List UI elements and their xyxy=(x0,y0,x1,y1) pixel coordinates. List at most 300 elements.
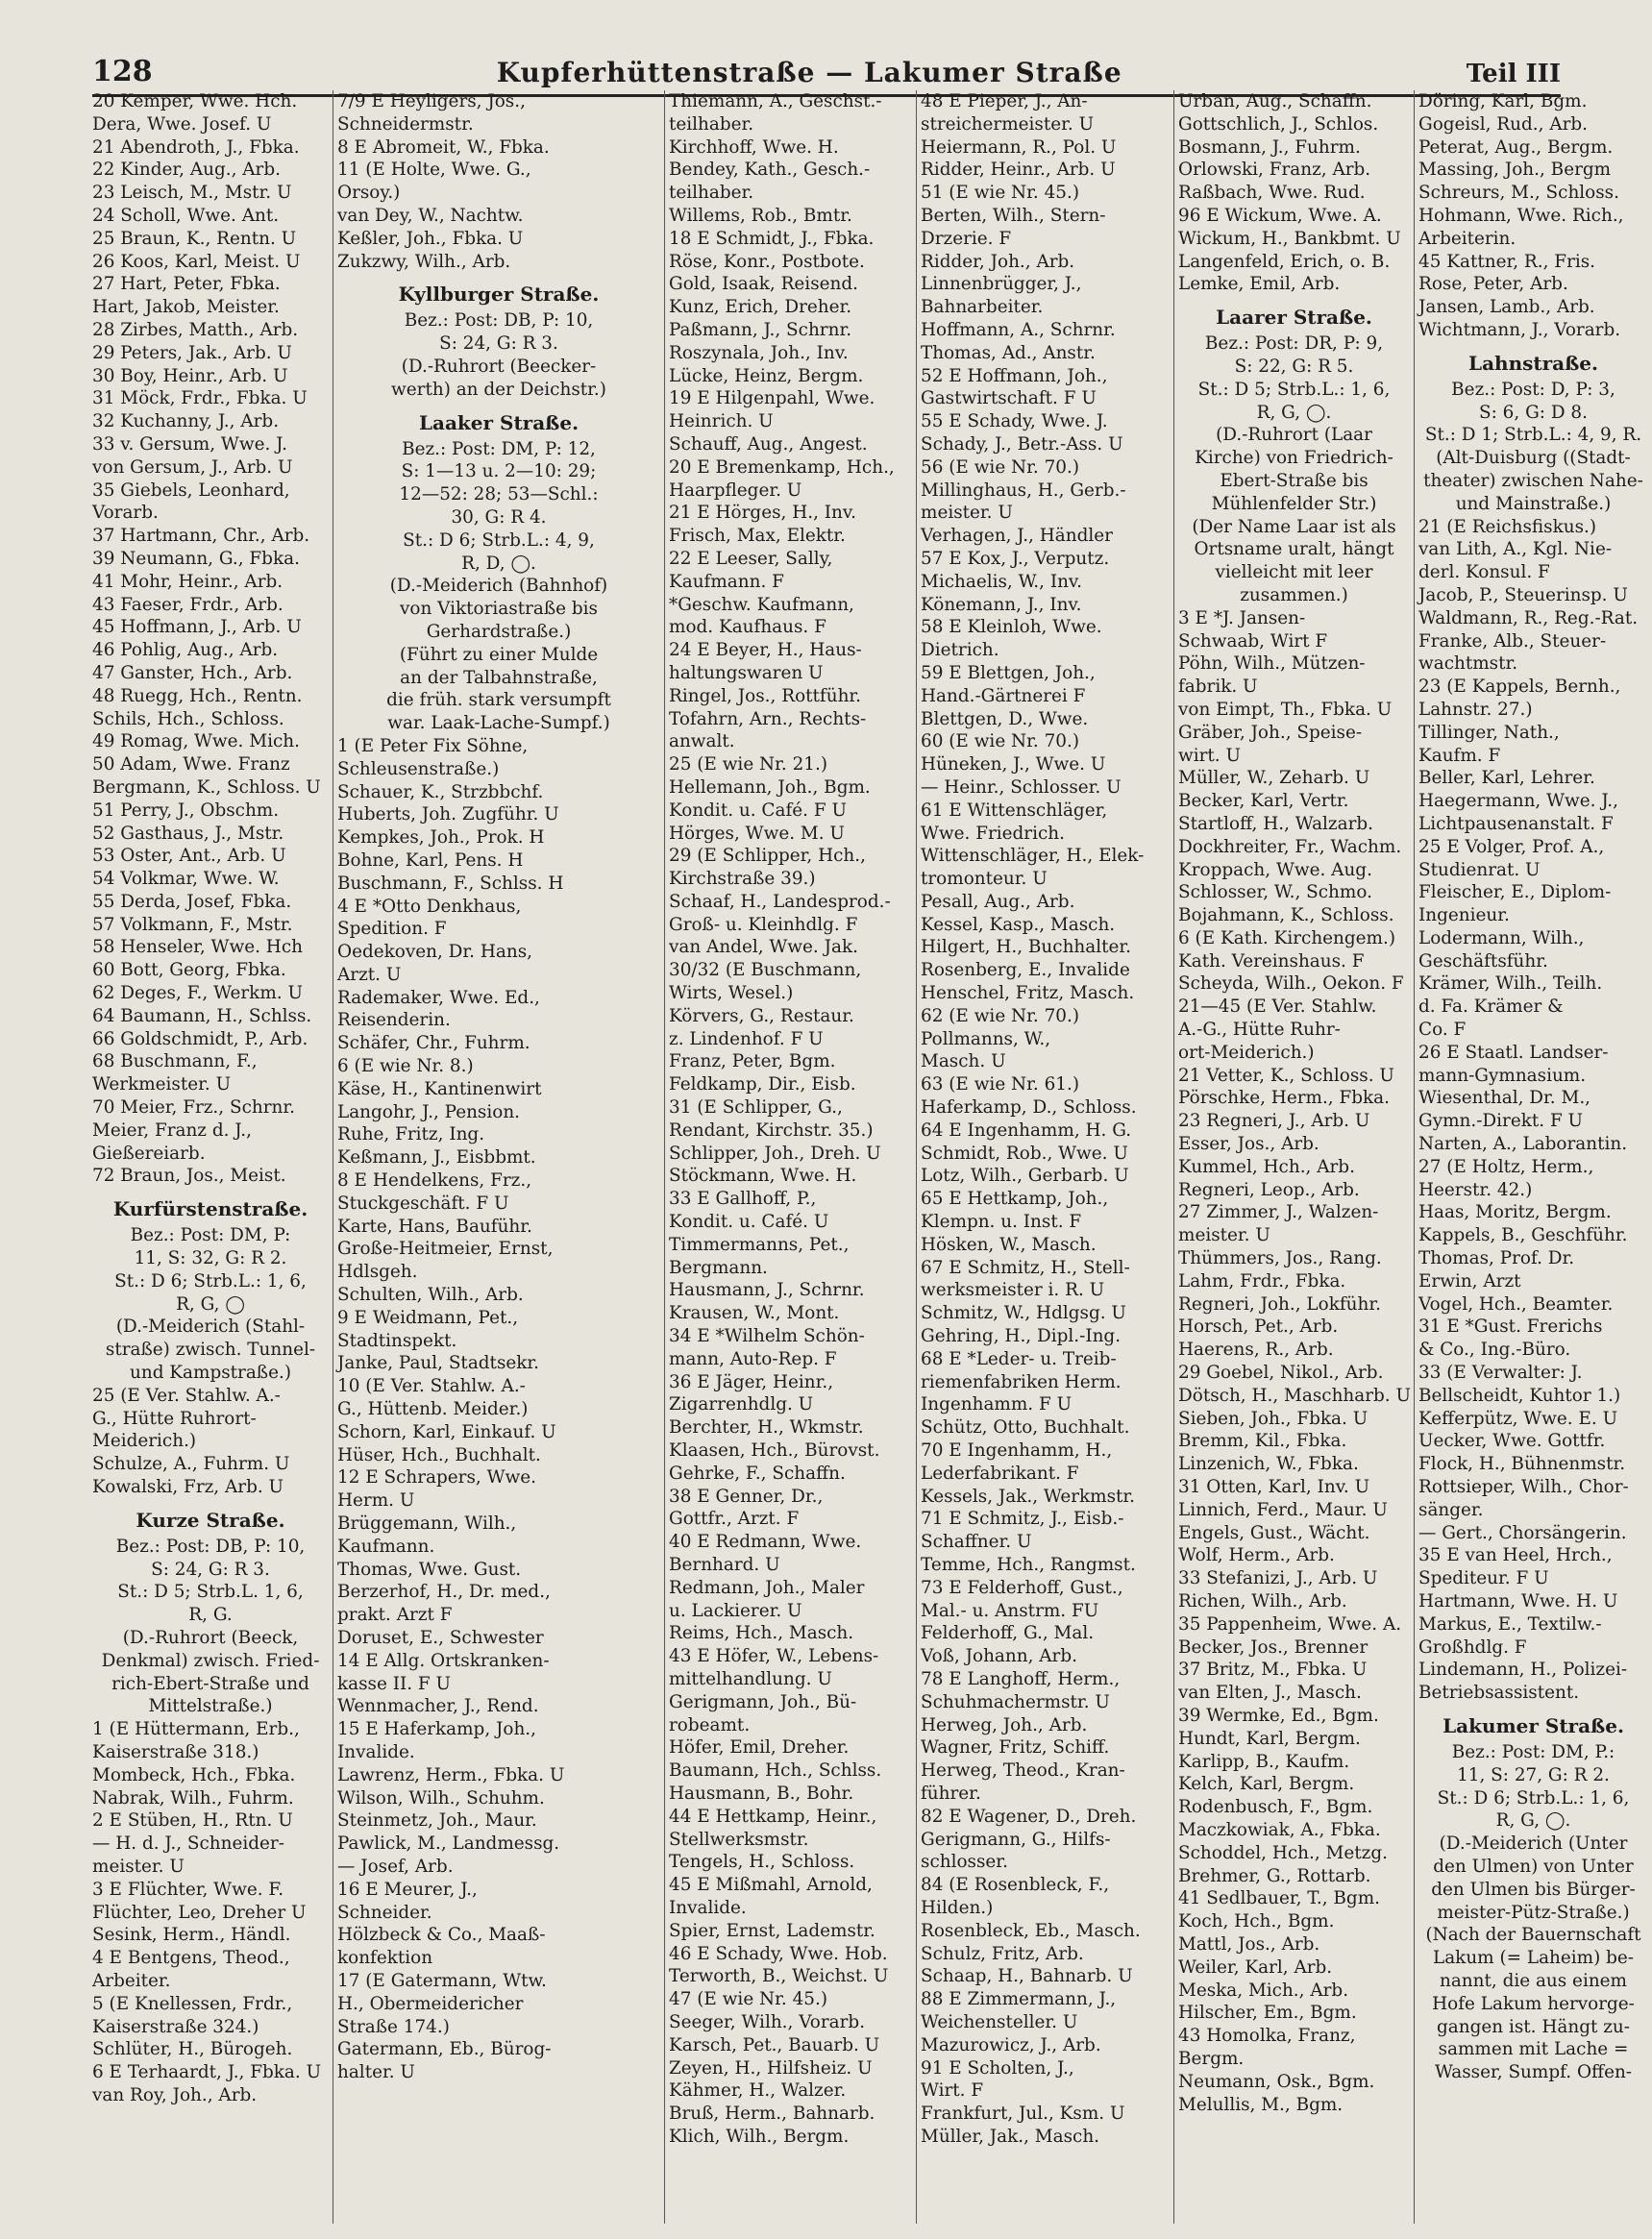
directory-entry: Rendant, Kirchstr. 35.) xyxy=(669,1120,874,1141)
directory-entry: Steinmetz, Joh., Maur. xyxy=(337,1810,537,1832)
directory-entry: Haas, Moritz, Bergm. xyxy=(1418,1202,1612,1223)
street-heading: Lahnstraße. xyxy=(1468,351,1598,375)
directory-entry: 17 (E Gatermann, Wtw. xyxy=(337,1970,547,1991)
directory-entry: 6 (E Kath. Kirchengem.) xyxy=(1178,927,1396,948)
directory-entry: Mal.- u. Anstrm. FU xyxy=(921,1600,1099,1621)
directory-entry: Studienrat. U xyxy=(1418,859,1541,880)
directory-entry: Hösken, W., Masch. xyxy=(921,1234,1097,1255)
directory-entry: Maczkowiak, A., Fbka. xyxy=(1178,1819,1381,1840)
directory-entry: teilhaber. xyxy=(669,183,754,204)
directory-entry: Ridder, Joh., Arb. xyxy=(921,251,1075,272)
directory-entry: Pesall, Aug., Arb. xyxy=(921,891,1075,912)
directory-entry: Lotz, Wilh., Gerbarb. U xyxy=(921,1166,1129,1187)
directory-entry: Kummel, Hch., Arb. xyxy=(1178,1156,1355,1177)
directory-entry: Zeyen, H., Hilfsheiz. U xyxy=(669,2057,873,2079)
directory-entry: Gehring, H., Dipl.-Ing. xyxy=(921,1326,1122,1347)
directory-entry: Waldmann, R., Reg.-Rat. xyxy=(1418,607,1639,628)
directory-entry: Mazurowicz, J., Arb. xyxy=(921,2034,1101,2055)
directory-entry: 36 E Jäger, Heinr., xyxy=(669,1371,834,1392)
directory-entry: Kähmer, H., Walzer. xyxy=(669,2080,847,2102)
directory-entry: Stuckgeschäft. F U xyxy=(337,1193,509,1214)
directory-entry: Gastwirtschaft. F U xyxy=(921,388,1097,409)
directory-entry: 39 Wermke, Ed., Bgm. xyxy=(1178,1705,1379,1726)
directory-entry: 62 Deges, F., Werkm. U xyxy=(92,983,303,1004)
directory-entry: Lindemann, H., Polizei- xyxy=(1418,1660,1628,1681)
street-info-line: und Mainstraße.) xyxy=(1455,493,1612,514)
directory-entry: Richen, Wilh., Arb. xyxy=(1178,1591,1347,1612)
street-info-line: rich-Ebert-Straße und xyxy=(111,1673,309,1694)
directory-entry: 6 (E wie Nr. 8.) xyxy=(337,1056,474,1077)
street-info-line: Bez.: Post: DM, P.: xyxy=(1451,1741,1615,1762)
directory-entry: 65 E Hettkamp, Joh., xyxy=(921,1189,1109,1210)
street-heading: Kurfürstenstraße. xyxy=(112,1197,308,1221)
directory-entry: G., Hütte Ruhrort- xyxy=(92,1408,257,1429)
directory-entry: Kaiserstraße 324.) xyxy=(92,2016,259,2037)
directory-entry: Roszynala, Joh., Inv. xyxy=(669,342,849,363)
directory-entry: 43 Faeser, Frdr., Arb. xyxy=(92,594,284,615)
directory-entry: prakt. Arzt F xyxy=(337,1605,453,1626)
directory-entry: teilhaber. xyxy=(669,113,754,135)
directory-entry: 33 E Gallhoff, P., xyxy=(669,1189,817,1210)
directory-entry: Weiler, Karl, Arb. xyxy=(1178,1956,1333,1978)
directory-entry: Hüneken, J., Wwe. U xyxy=(921,754,1106,775)
street-info-line: St.: D 1; Strb.L.: 4, 9, R. xyxy=(1424,425,1642,446)
street-info-line: (D.-Meiderich (Unter xyxy=(1439,1833,1628,1855)
directory-entry: 16 E Meurer, J., xyxy=(337,1879,478,1900)
directory-entry: Schuhmachermstr. U xyxy=(921,1691,1110,1712)
directory-entry: 21 E Hörges, H., Inv. xyxy=(669,503,856,524)
directory-entry: Doruset, E., Schwester xyxy=(337,1628,544,1648)
directory-entry: 66 Goldschmidt, P., Arb. xyxy=(92,1028,308,1049)
directory-entry: Arbeiterin. xyxy=(1418,228,1516,249)
directory-entry: 26 Koos, Karl, Meist. U xyxy=(92,251,301,272)
directory-entry: 31 Otten, Karl, Inv. U xyxy=(1178,1477,1370,1498)
directory-entry: Linzenich, W., Fbka. xyxy=(1178,1454,1359,1475)
directory-entry: 8 E Abromeit, W., Fbka. xyxy=(337,136,550,158)
directory-entry: 55 Derda, Josef, Fbka. xyxy=(92,891,292,912)
directory-entry: Urban, Aug., Schaffn. xyxy=(1178,91,1372,111)
street-info-line: S: 24, G: R 3. xyxy=(439,333,558,355)
directory-entry: robeamt. xyxy=(669,1714,751,1735)
directory-entry: Schauer, K., Strzbbchf. xyxy=(337,781,544,802)
directory-entry: 22 Kinder, Aug., Arb. xyxy=(92,160,281,181)
directory-entry: Höfer, Emil, Dreher. xyxy=(669,1737,850,1759)
directory-entry: 96 E Wickum, Wwe. A. xyxy=(1178,205,1382,226)
column-6 xyxy=(1415,90,1652,2224)
directory-entry: 67 E Schmitz, H., Stell- xyxy=(921,1257,1130,1278)
directory-entry: 19 E Hilgenpahl, Wwe. xyxy=(669,388,875,409)
directory-entry: Gottschlich, J., Schlos. xyxy=(1178,113,1379,135)
column-3 xyxy=(665,90,917,2224)
directory-entry: 29 Peters, Jak., Arb. U xyxy=(92,342,292,363)
directory-entry: Wilson, Wilh., Schuhm. xyxy=(337,1787,545,1808)
directory-entry: 46 Pohlig, Aug., Arb. xyxy=(92,640,279,661)
directory-entry: Ringel, Jos., Rottführ. xyxy=(669,685,862,706)
directory-entry: 47 (E wie Nr. 45.) xyxy=(669,1989,828,2010)
street-info-line: 11, S: 32, G: R 2. xyxy=(134,1248,287,1269)
directory-entry: Sesink, Herm., Händl. xyxy=(92,1925,291,1946)
directory-entry: Heerstr. 42.) xyxy=(1418,1179,1533,1200)
directory-entry: 58 Henseler, Wwe. Hch xyxy=(92,937,303,958)
directory-entry: 35 Giebels, Leonhard, xyxy=(92,480,290,501)
directory-entry: Berchter, H., Wkmstr. xyxy=(669,1417,864,1439)
directory-entry: 52 E Hoffmann, Joh., xyxy=(921,365,1108,386)
directory-entry: Meiderich.) xyxy=(92,1431,197,1452)
directory-entry: 45 Hoffmann, J., Arb. U xyxy=(92,617,302,638)
directory-entry: Becker, Karl, Vertr. xyxy=(1178,791,1349,812)
directory-entry: Kaiserstraße 318.) xyxy=(92,1741,259,1762)
directory-entry: Ingenhamm. F U xyxy=(921,1394,1073,1415)
directory-entry: 8 E Hendelkens, Frz., xyxy=(337,1170,532,1192)
directory-entry: Mattl, Jos., Arb. xyxy=(1178,1933,1320,1955)
directory-entry: Müller, W., Zeharb. U xyxy=(1178,768,1370,789)
street-info-line: Gerhardstraße.) xyxy=(426,621,572,642)
directory-entry: 4 E *Otto Denkhaus, xyxy=(337,896,522,917)
directory-entry: Baumann, Hch., Schlss. xyxy=(669,1760,882,1782)
directory-entry: Rosenberg, E., Invalide xyxy=(921,960,1130,981)
directory-entry: 68 Buschmann, F., xyxy=(92,1051,258,1072)
directory-entry: mann-Gymnasium. xyxy=(1418,1065,1587,1086)
directory-entry: Lahm, Frdr., Fbka. xyxy=(1178,1270,1346,1292)
directory-entry: 27 Hart, Peter, Fbka. xyxy=(92,274,281,295)
directory-entry: Masch. U xyxy=(921,1051,1006,1072)
street-info-line: R, D, ◯. xyxy=(461,553,536,574)
directory-entry: van Dey, W., Nachtw. xyxy=(337,205,524,226)
directory-entry: Hausmann, B., Bohr. xyxy=(669,1783,854,1804)
directory-entry: 54 Volkmar, Wwe. W. xyxy=(92,869,280,890)
directory-entry: 45 E Mißmahl, Arnold, xyxy=(669,1875,873,1896)
directory-entry: Lücke, Heinz, Bergm. xyxy=(669,365,864,386)
directory-entry: 20 E Bremenkamp, Hch., xyxy=(669,456,895,478)
directory-entry: 34 E *Wilhelm Schön- xyxy=(669,1326,865,1347)
directory-entry: 4 E Bentgens, Theod., xyxy=(92,1948,290,1969)
directory-entry: Hohmann, Wwe. Rich., xyxy=(1418,205,1624,226)
directory-entry: 31 (E Schlipper, G., xyxy=(669,1097,843,1119)
directory-entry: 43 E Höfer, W., Lebens- xyxy=(669,1646,879,1667)
directory-entry: 1 (E Hüttermann, Erb., xyxy=(92,1719,300,1740)
directory-entry: Schneider. xyxy=(337,1902,432,1923)
directory-entry: Gymn.-Direkt. F U xyxy=(1418,1111,1584,1132)
directory-entry: 49 Romag, Wwe. Mich. xyxy=(92,731,300,752)
directory-entry: Schorn, Karl, Einkauf. U xyxy=(337,1421,556,1442)
directory-entry: 7/9 E Heyligers, Jos., xyxy=(337,91,526,111)
street-info-line: werth) an der Deichstr.) xyxy=(391,379,606,400)
street-heading: Kurze Straße. xyxy=(136,1508,285,1532)
directory-entry: 38 E Genner, Dr., xyxy=(669,1486,824,1507)
directory-entry: Timmermanns, Pet., xyxy=(669,1234,850,1255)
directory-entry: 84 (E Rosenbleck, F., xyxy=(921,1875,1110,1896)
directory-entry: Hilden.) xyxy=(921,1897,994,1918)
street-info-line: St.: D 5; Strb.L.: 1, 6, xyxy=(1197,379,1391,400)
directory-entry: Stadtinspekt. xyxy=(337,1330,457,1351)
directory-entry: 64 Baumann, H., Schlss. xyxy=(92,1005,312,1026)
directory-entry: Körvers, G., Restaur. xyxy=(669,1005,854,1026)
directory-entry: Gerigmann, Joh., Bü- xyxy=(669,1691,857,1712)
directory-entry: Wickum, H., Bankbmt. U xyxy=(1178,228,1401,249)
directory-entry: 73 E Felderhoff, Gust., xyxy=(921,1577,1123,1598)
directory-entry: 21 Abendroth, J., Fbka. xyxy=(92,136,300,158)
street-info-line: war. Laak-Lache-Sumpf.) xyxy=(387,713,610,734)
directory-entry: G., Hüttenb. Meider.) xyxy=(337,1399,529,1420)
directory-entry: Heinrich. U xyxy=(669,411,774,432)
directory-entry: Kaufm. F xyxy=(1418,745,1501,766)
directory-entry: Esser, Jos., Arb. xyxy=(1178,1134,1319,1155)
directory-entry: Thomas, Ad., Anstr. xyxy=(921,342,1096,363)
directory-entry: Kowalski, Frz, Arb. U xyxy=(92,1477,284,1498)
street-info-line: S: 6, G: D 8. xyxy=(1479,402,1588,423)
directory-entry: sänger. xyxy=(1418,1499,1484,1520)
directory-entry: 43 Homolka, Franz, xyxy=(1178,2026,1356,2047)
street-heading: Lakumer Straße. xyxy=(1442,1713,1624,1737)
street-info-line: (D.-Ruhrort (Beeck, xyxy=(122,1628,299,1648)
directory-entry: derl. Konsul. F xyxy=(1418,562,1550,583)
street-info-line: (D.-Meiderich (Stahl- xyxy=(115,1316,306,1338)
street-info-line: Mittelstraße.) xyxy=(148,1696,273,1717)
directory-entry: Werkmeister. U xyxy=(92,1074,232,1095)
directory-entry: Linnich, Ferd., Maur. U xyxy=(1178,1499,1388,1520)
directory-entry: Arzt. U xyxy=(337,964,402,985)
directory-entry: Bendey, Kath., Gesch.- xyxy=(669,160,871,181)
directory-entry: Kaufmann. xyxy=(337,1536,435,1557)
directory-entry: 25 Braun, K., Rentn. U xyxy=(92,228,297,249)
directory-entry: d. Fa. Krämer & xyxy=(1418,996,1564,1018)
directory-entry: Ruhe, Fritz, Ing. xyxy=(337,1124,485,1145)
directory-entry: Gehrke, F., Schaffn. xyxy=(669,1463,846,1484)
directory-entry: Vogel, Hch., Beamter. xyxy=(1418,1293,1614,1315)
directory-entry: Stellwerksmstr. xyxy=(669,1829,809,1850)
directory-entry: Rodenbusch, F., Bgm. xyxy=(1178,1797,1373,1818)
street-info-line: meister-Pütz-Straße.) xyxy=(1437,1902,1630,1923)
directory-entry: Bellscheidt, Kuhtor 1.) xyxy=(1418,1385,1621,1406)
directory-entry: 29 (E Schlipper, Hch., xyxy=(669,846,866,867)
directory-entry: von Eimpt, Th., Fbka. U xyxy=(1178,699,1393,720)
street-info-line: gangen ist. Hängt zu- xyxy=(1437,2016,1630,2037)
directory-entry: 23 Regneri, J., Arb. U xyxy=(1178,1111,1370,1132)
directory-entry: Regneri, Leop., Arb. xyxy=(1178,1179,1360,1200)
directory-entry: Michaelis, W., Inv. xyxy=(921,571,1082,592)
directory-entry: 3 E *J. Jansen- xyxy=(1178,607,1306,628)
directory-entry: Lichtpausenanstalt. F xyxy=(1418,813,1614,834)
directory-entry: Dötsch, H., Maschharb. U xyxy=(1178,1385,1411,1406)
street-info-line: (Der Name Laar ist als xyxy=(1192,516,1396,537)
directory-entry: 51 (E wie Nr. 45.) xyxy=(921,183,1080,204)
directory-entry: Tengels, H., Schloss. xyxy=(669,1852,855,1873)
directory-entry: Haegermann, Wwe. J., xyxy=(1418,791,1618,812)
street-info-line: (Nach der Bauernschaft xyxy=(1425,1925,1641,1946)
directory-entry: 53 Oster, Ant., Arb. U xyxy=(92,846,286,867)
street-info-line: Hofe Lakum hervorge- xyxy=(1432,1993,1635,2014)
page-header xyxy=(92,44,1561,97)
directory-entry: Karlipp, B., Kaufm. xyxy=(1178,1751,1350,1772)
directory-entry: Pollmanns, W., xyxy=(921,1028,1051,1049)
directory-entry: Brüggemann, Wilh., xyxy=(337,1513,517,1535)
directory-entry: Bernhard. U xyxy=(669,1555,780,1575)
directory-entry: Schlosser, W., Schmo. xyxy=(1178,882,1372,903)
directory-entry: Bahnarbeiter. xyxy=(921,297,1044,318)
directory-entry: 9 E Weidmann, Pet., xyxy=(337,1307,519,1328)
directory-entry: Dera, Wwe. Josef. U xyxy=(92,113,272,135)
directory-entry: Klempn. u. Inst. F xyxy=(921,1212,1082,1233)
directory-entry: Sieben, Joh., Fbka. U xyxy=(1178,1408,1368,1429)
directory-entry: 41 Mohr, Heinr., Arb. xyxy=(92,571,284,592)
directory-entry: Koch, Hch., Bgm. xyxy=(1178,1911,1335,1932)
directory-entry: Röse, Konr., Postbote. xyxy=(669,251,865,272)
directory-entry: Jansen, Lamb., Arb. xyxy=(1418,297,1595,318)
directory-entry: Massing, Joh., Bergm xyxy=(1418,160,1612,181)
directory-entry: 55 E Schady, Wwe. J. xyxy=(921,411,1108,432)
street-info-line: theater) zwischen Nahe- xyxy=(1423,470,1643,491)
directory-entry: Arbeiter. xyxy=(92,1970,171,1991)
directory-entry: Wennmacher, J., Rend. xyxy=(337,1696,539,1717)
part-label: Teil III xyxy=(1466,60,1561,88)
directory-entry: Langenfeld, Erich, o. B. xyxy=(1178,251,1391,272)
directory-entry: Erwin, Arzt xyxy=(1418,1270,1521,1292)
directory-entry: 21 Vetter, K., Schloss. U xyxy=(1178,1065,1394,1086)
directory-entry: 60 (E wie Nr. 70.) xyxy=(921,731,1080,752)
directory-entry: Kaufmann. F xyxy=(669,571,784,592)
page-number: 128 xyxy=(92,55,153,88)
directory-entry: Schmidt, Rob., Wwe. U xyxy=(921,1143,1128,1164)
directory-entry: Schulz, Fritz, Arb. xyxy=(921,1943,1084,1964)
street-info-line: Mühlenfelder Str.) xyxy=(1211,493,1377,514)
directory-entry: Wirt. F xyxy=(921,2080,984,2102)
directory-entry: van Andel, Wwe. Jak. xyxy=(669,937,858,958)
directory-entry: Schauff, Aug., Angest. xyxy=(669,433,868,455)
street-info-line: straße) zwisch. Tunnel- xyxy=(105,1340,316,1361)
directory-entry: — Josef, Arb. xyxy=(337,1856,454,1877)
directory-entry: Fleischer, E., Diplom- xyxy=(1418,882,1612,903)
street-info-line: 11, S: 27, G: R 2. xyxy=(1457,1764,1610,1785)
directory-entry: 27 (E Holtz, Herm., xyxy=(1418,1156,1594,1177)
directory-entry: 23 Leisch, M., Mstr. U xyxy=(92,183,292,204)
directory-entry: Haferkamp, D., Schloss. xyxy=(921,1097,1137,1119)
directory-entry: Bergm. xyxy=(1178,2048,1245,2069)
directory-entry: Herweg, Joh., Arb. xyxy=(921,1714,1088,1735)
directory-entry: Frisch, Max, Elektr. xyxy=(669,526,846,547)
directory-entry: van Elten, J., Masch. xyxy=(1178,1683,1362,1704)
directory-entry: Betriebsassistent. xyxy=(1418,1683,1580,1704)
directory-entry: Könemann, J., Inv. xyxy=(921,594,1082,615)
street-info-line: (D.-Ruhrort (Beecker- xyxy=(401,356,597,377)
directory-entry: meister. U xyxy=(92,1856,185,1877)
street-info-line: S: 22, G: R 5. xyxy=(1234,356,1354,377)
directory-entry: Oedekoven, Dr. Hans, xyxy=(337,942,532,963)
directory-entry: Spedition. F xyxy=(337,919,447,940)
directory-entry: Hölzbeck & Co., Maaß- xyxy=(337,1925,546,1946)
directory-entry: Müller, Jak., Masch. xyxy=(921,2126,1100,2147)
directory-entry: Kefferpütz, Wwe. E. U xyxy=(1418,1408,1618,1429)
directory-entry: Verhagen, J., Händler xyxy=(921,526,1113,547)
directory-entry: Gießereiarb. xyxy=(92,1143,206,1164)
directory-entry: u. Lackierer. U xyxy=(669,1600,802,1621)
street-info-line: zusammen.) xyxy=(1240,584,1348,605)
directory-entry: Wiesenthal, Dr. M., xyxy=(1418,1088,1591,1109)
directory-entry: wachtmstr. xyxy=(1418,653,1518,675)
directory-entry: Rademaker, Wwe. Ed., xyxy=(337,987,540,1008)
directory-entry: Kirchstraße 39.) xyxy=(669,869,816,890)
directory-entry: mittelhandlung. U xyxy=(669,1668,832,1689)
directory-entry: Vorarb. xyxy=(92,503,159,524)
directory-entry: Melullis, M., Bgm. xyxy=(1178,2094,1344,2115)
directory-entry: 78 E Langhoff, Herm., xyxy=(921,1668,1121,1689)
directory-entry: Drzerie. F xyxy=(921,228,1012,249)
directory-entry: Kondit. u. Café. F U xyxy=(669,800,847,821)
directory-entry: 48 E Pieper, J., An- xyxy=(921,91,1088,111)
street-info-line: R, G, ◯. xyxy=(1495,1810,1571,1832)
directory-entry: Kroppach, Wwe. Aug. xyxy=(1178,859,1372,880)
directory-entry: 31 E *Gust. Frerichs xyxy=(1418,1316,1603,1338)
directory-entry: Hand.-Gärtnerei F xyxy=(921,685,1086,706)
directory-entry: 25 (E wie Nr. 21.) xyxy=(669,754,828,775)
directory-entry: tromonteur. U xyxy=(921,869,1048,890)
directory-entry: Spier, Ernst, Lademstr. xyxy=(669,1920,875,1941)
directory-entry: Hellemann, Joh., Bgm. xyxy=(669,776,871,798)
directory-entry: 37 Britz, M., Fbka. U xyxy=(1178,1660,1368,1681)
directory-entry: riemenfabriken Herm. xyxy=(921,1371,1122,1392)
directory-entry: Hundt, Karl, Bergm. xyxy=(1178,1728,1361,1749)
directory-entry: mod. Kaufhaus. F xyxy=(669,617,826,638)
directory-entry: 33 (E Verwalter: J. xyxy=(1418,1363,1583,1384)
directory-entry: Wittenschläger, H., Elek- xyxy=(921,846,1145,867)
directory-entry: halter. U xyxy=(337,2062,415,2083)
directory-entry: Hausmann, J., Schrnr. xyxy=(669,1280,865,1301)
directory-entry: 48 Ruegg, Hch., Rentn. xyxy=(92,685,303,706)
directory-entry: Reims, Hch., Masch. xyxy=(669,1623,854,1644)
directory-entry: Ingenieur. xyxy=(1418,905,1510,926)
street-info-line: die früh. stark versumpft xyxy=(386,690,611,711)
street-info-line: (Führt zu einer Mulde xyxy=(399,644,599,665)
directory-entry: 24 E Beyer, H., Haus- xyxy=(669,640,862,661)
directory-entry: 37 Hartmann, Chr., Arb. xyxy=(92,526,310,547)
directory-entry: 14 E Allg. Ortskranken- xyxy=(337,1650,550,1671)
directory-entry: haltungswaren U xyxy=(669,662,824,683)
directory-entry: Kelch, Karl, Bergm. xyxy=(1178,1774,1355,1795)
directory-entry: Schäfer, Chr., Fuhrm. xyxy=(337,1033,530,1054)
directory-entry: Berten, Wilh., Stern- xyxy=(921,205,1106,226)
directory-entry: 61 E Wittenschläger, xyxy=(921,800,1108,821)
directory-entry: 5 (E Knellessen, Frdr., xyxy=(92,1993,293,2014)
directory-entry: 62 (E wie Nr. 70.) xyxy=(921,1005,1080,1026)
directory-entry: Krausen, W., Mont. xyxy=(669,1303,840,1324)
directory-entry: 72 Braun, Jos., Meist. xyxy=(92,1166,286,1187)
directory-entry: Schleusenstraße.) xyxy=(337,758,500,779)
directory-entry: 3 E Flüchter, Wwe. F. xyxy=(92,1879,284,1900)
directory-entry: 50 Adam, Wwe. Franz xyxy=(92,754,290,775)
directory-entry: Wirts, Wesel.) xyxy=(669,983,794,1004)
directory-entry: Regneri, Joh., Lokführ. xyxy=(1178,1293,1381,1315)
directory-entry: meister. U xyxy=(921,503,1013,524)
directory-entry: Paßmann, J., Schrnr. xyxy=(669,319,852,340)
directory-entry: Felderhoff, G., Mal. xyxy=(921,1623,1095,1644)
directory-entry: Schwaab, Wirt F xyxy=(1178,630,1328,652)
directory-entry: Bergmann, K., Schloss. U xyxy=(92,776,321,798)
directory-entry: Redmann, Joh., Maler xyxy=(669,1577,865,1598)
directory-entry: Lodermann, Wilh., xyxy=(1418,927,1585,948)
street-info-line: S: 24, G: R 3. xyxy=(151,1559,270,1580)
directory-entry: Lawrenz, Herm., Fbka. U xyxy=(337,1764,565,1785)
directory-entry: 32 Kuchanny, J., Arb. xyxy=(92,411,280,432)
street-info-line: und Kampstraße.) xyxy=(130,1363,291,1384)
directory-entry: 47 Ganster, Hch., Arb. xyxy=(92,662,293,683)
directory-entry: Mombeck, Hch., Fbka. xyxy=(92,1764,296,1785)
directory-entry: Schulten, Wilh., Arb. xyxy=(337,1285,524,1306)
street-info-line: S: 1—13 u. 2—10: 29; xyxy=(401,461,597,482)
directory-entry: Stöckmann, Wwe. H. xyxy=(669,1166,857,1187)
street-info-line: 30, G: R 4. xyxy=(451,506,547,528)
directory-entry: Haarpfleger. U xyxy=(669,480,802,501)
directory-entry: 52 Gasthaus, J., Mstr. xyxy=(92,823,284,844)
directory-entry: 25 E Volger, Prof. A., xyxy=(1418,836,1605,857)
